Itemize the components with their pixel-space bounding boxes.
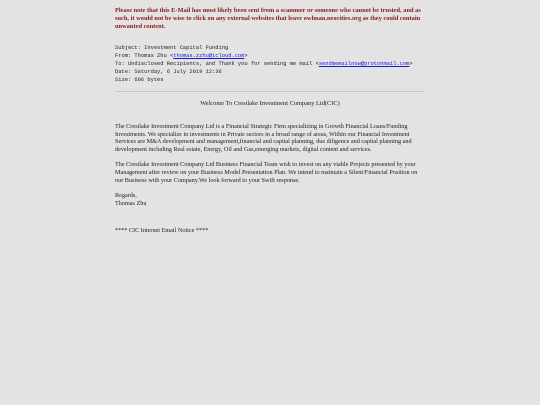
scam-warning: Please note that this E-Mail has most likely been sent from a scammer or someone who cannot be trusted, and as such, it would not be wise to click on any external websites that leave owlman.neocities.org as they could contain unwanted content. (115, 7, 421, 30)
subject-line: Subject: Investment Capital Funding (115, 45, 229, 51)
signature-name: Thomas Zhu (115, 199, 147, 207)
email-content (115, 7, 425, 235)
to-line (115, 60, 425, 68)
header-divider (115, 91, 425, 92)
email-notice: **** CIC Internet Email Notice **** (115, 227, 209, 235)
from-prefix: From: Thomas Zhu < (115, 53, 174, 59)
regards-text: Regards, (115, 192, 137, 200)
message-paragraph-2: The Crestlake Investment Company Ltd Business Financial Team wish to invest on any viable Projects presented by your Management after review on your Business Model Presentation Plan. We intend to maintain a Silent/Financial Position on our Business with your Company.We look forward to your Swift response. (115, 161, 418, 184)
to-email-link[interactable]: sendmemailnow@protonmail.com (318, 61, 410, 67)
to-prefix: To: Undisclosed Recipients, and Thank you for sending me mail < (115, 61, 319, 67)
signature-block (115, 192, 425, 207)
email-headers (115, 44, 425, 84)
size-line: Size: 606 bytes (115, 77, 164, 83)
message-paragraph-1: The Crestlake Investment Company Ltd is a Financial Strategic Firm specializing in Growth Financial Loans/Funding Investments. We specialize in investments in Private sectors in a broad range of areas, Within our Financial Investment Services are M&A development and management,financial and capital planning, due diligence and capital planning and development including Real estate, Energy, Oil and Gas,emerging markets, digital content and services. (115, 123, 412, 153)
message-title: Welcome To Crestlake Investment Company Ltd(CIC) (200, 100, 340, 107)
from-email-link[interactable]: thomas.zzhu@icloud.com (173, 53, 245, 59)
date-line: Date: Saturday, 6 July 2019 12:36 (115, 69, 222, 75)
to-suffix: > (409, 61, 413, 67)
from-suffix: > (244, 53, 248, 59)
from-line (115, 52, 425, 60)
